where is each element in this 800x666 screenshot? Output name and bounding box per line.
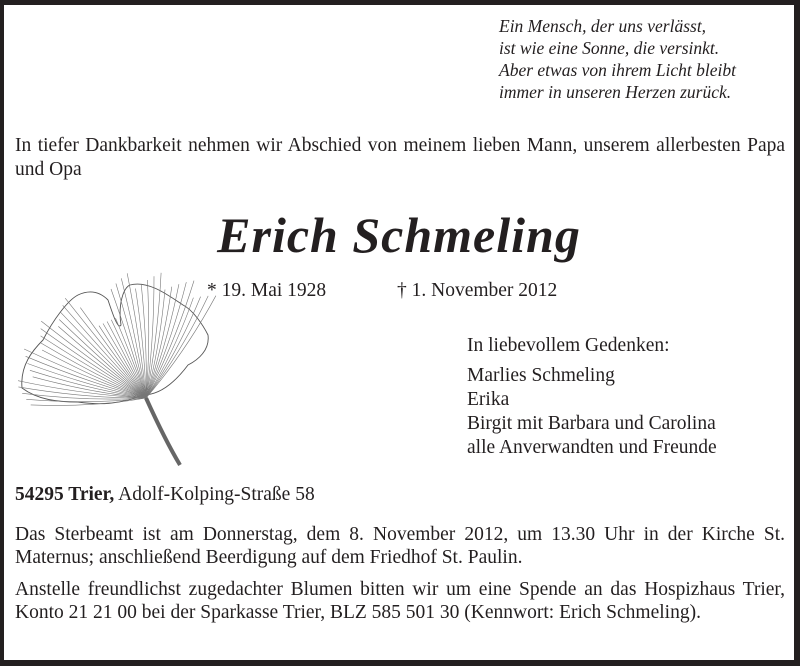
ginkgo-leaf-icon [18,270,218,480]
poem-line: Aber etwas von ihrem Licht bleibt [499,60,737,80]
poem-line: Ein Mensch, der uns verlässt, [499,16,707,36]
obituary-page [4,5,794,660]
poem-line: immer in unseren Herzen zurück. [499,82,732,102]
death-date: † 1. November 2012 [397,280,558,301]
mourner-name: alle Anverwandten und Freunde [467,437,717,458]
mourner-name: Birgit mit Barbara und Carolina [467,413,716,434]
leaf-vein [63,305,146,398]
poem [499,15,736,103]
leaf-vein [111,289,146,398]
mourners-block [467,334,717,460]
intro-text: In tiefer Dankbarkeit nehmen wir Abschied von meinem lieben Mann, unserem allerbesten Papa und Opa [15,135,785,180]
mourner-name: Marlies Schmeling [467,365,615,386]
leaf-vein [116,284,146,399]
funeral-info: Das Sterbeamt ist am Donnerstag, dem 8. November 2012, um 13.30 Uhr in der Kirche St. Maternus; anschließend Beerdigung auf dem Friedhof St. Paulin. [15,524,785,568]
birth-date: * 19. Mai 1928 [207,280,327,301]
address-street: Adolf-Kolping-Straße 58 [118,484,315,505]
address-city: 54295 Trier, [15,484,115,505]
mourner-name: Erika [467,389,510,410]
deceased-name: Erich Schmeling [217,207,581,263]
address [15,483,785,506]
donation-info: Anstelle freundlichst zugedachter Blumen bitten wir um eine Spende an das Hospizhaus Trier, Konto 21 21 00 bei der Sparkasse Trier, BLZ 585 501 30 (Kennwort: Erich Schmeling). [15,579,785,623]
bottom-section [15,483,785,633]
mourners-heading: In liebevollem Gedenken: [467,335,670,356]
poem-line: ist wie eine Sonne, die versinkt. [499,38,720,58]
